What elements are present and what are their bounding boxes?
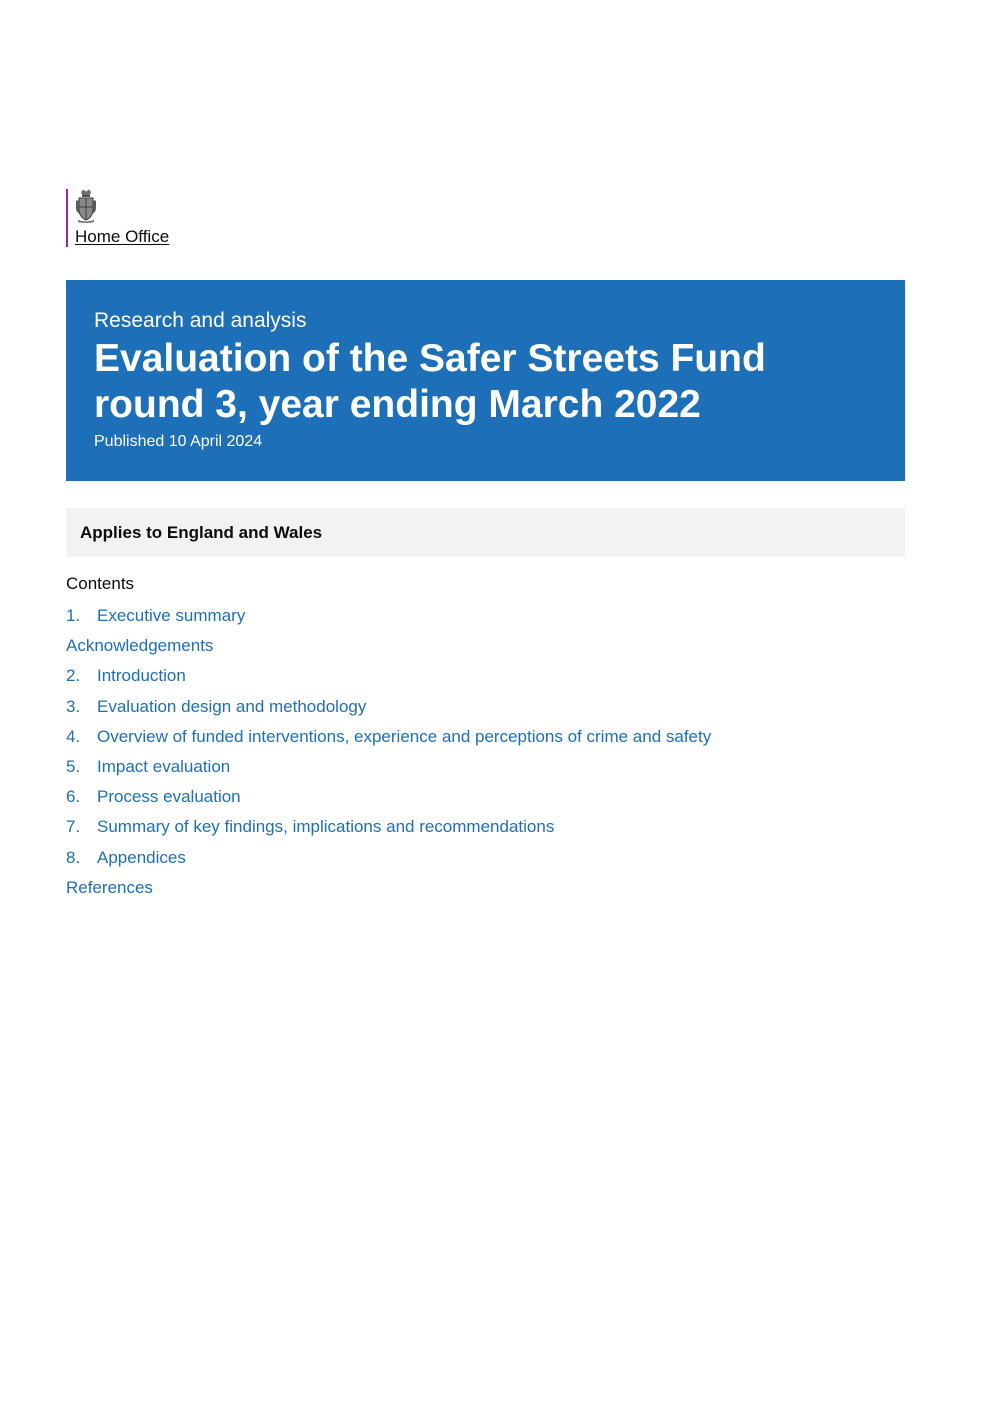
contents-link-executive-summary[interactable] — [66, 606, 711, 636]
contents-item-label: Acknowledgements — [66, 636, 214, 656]
contents-item-label: Executive summary — [97, 606, 246, 625]
royal-coat-of-arms-icon — [75, 189, 97, 223]
contents-link-introduction[interactable] — [66, 666, 711, 696]
contents-item-number: 8. — [66, 847, 81, 867]
contents-link-impact-evaluation[interactable] — [66, 757, 711, 787]
contents-link-summary-of-key-findings[interactable] — [66, 817, 711, 847]
contents-link-acknowledgements[interactable] — [66, 636, 711, 666]
contents-item-label: Evaluation design and methodology — [97, 696, 367, 716]
published-date: Published 10 April 2024 — [94, 433, 263, 450]
contents-link-process-evaluation[interactable] — [66, 787, 711, 817]
contents-item-number: 3. — [66, 696, 81, 716]
contents-link-overview-of-funded-interventions[interactable] — [66, 727, 711, 757]
contents-item-label: References — [66, 877, 153, 897]
contents-link-appendices[interactable] — [66, 848, 711, 878]
contents-item-number: 7. — [66, 817, 81, 837]
page-title: Evaluation of the Safer Streets Fund round 3, year ending March 2022 — [94, 337, 766, 426]
contents-item-number: 2. — [66, 666, 81, 686]
contents-item-label: Process evaluation — [97, 787, 241, 807]
contents-item-label: Impact evaluation — [97, 756, 231, 776]
contents-item-label: Summary of key findings, implications and recommendations — [97, 817, 555, 837]
contents-item-number: 5. — [66, 756, 81, 776]
title-banner — [66, 280, 905, 481]
contents-list — [66, 606, 711, 908]
document-type: Research and analysis — [94, 309, 307, 332]
applies-to-notice: Applies to England and Wales — [66, 508, 905, 557]
contents-item-label: Overview of funded interventions, experience and perceptions of crime and safety — [97, 726, 712, 746]
organisation-logo[interactable] — [66, 189, 169, 247]
contents-item-number: 1. — [66, 606, 81, 625]
contents-item-number: 6. — [66, 787, 81, 807]
contents-link-references[interactable] — [66, 878, 711, 908]
contents-link-evaluation-design[interactable] — [66, 697, 711, 727]
contents-item-number: 4. — [66, 726, 81, 746]
contents-item-label: Appendices — [97, 847, 186, 867]
contents-heading: Contents — [66, 574, 135, 593]
contents-item-label: Introduction — [97, 666, 186, 686]
organisation-name-link[interactable]: Home Office — [75, 227, 170, 246]
